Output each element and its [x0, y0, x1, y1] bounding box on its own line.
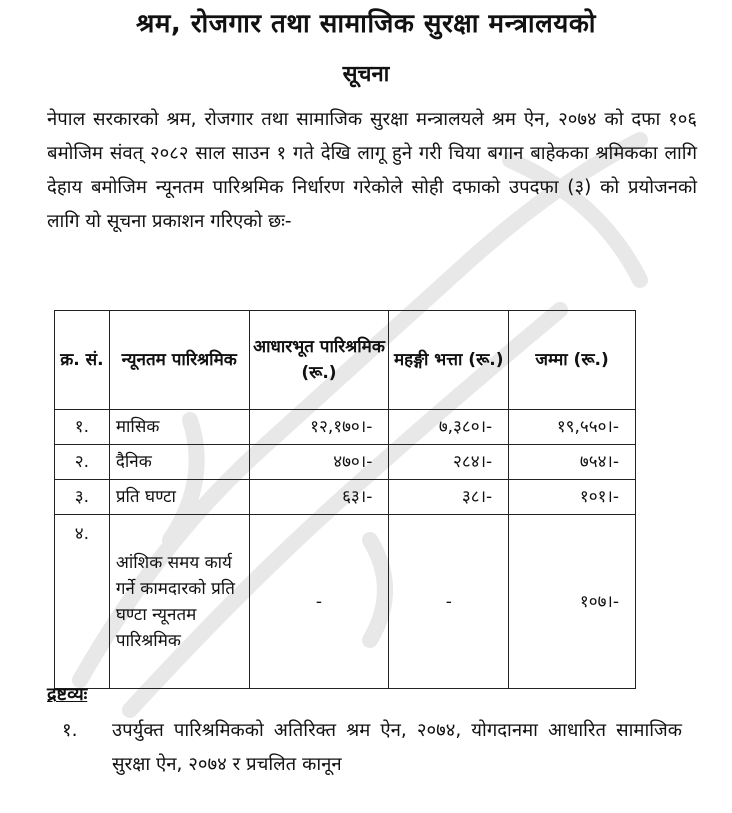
col-header-total: जम्मा (रू.)	[509, 311, 636, 410]
row-dearness-allowance: ३८।-	[389, 480, 509, 515]
row-serial: १.	[55, 410, 110, 445]
table-row	[55, 480, 636, 515]
ministry-title: श्रम, रोजगार तथा सामाजिक सुरक्षा मन्त्रालयको	[135, 9, 597, 39]
notes-heading: द्रष्टव्यः	[47, 684, 88, 705]
col-header-wage-type: न्यूनतम पारिश्रमिक	[109, 311, 249, 410]
col-header-dearness-allowance: महङ्गी भत्ता (रू.)	[389, 311, 509, 410]
intro-paragraph: नेपाल सरकारको श्रम, रोजगार तथा सामाजिक सुरक्षा मन्त्रालयले श्रम ऐन, २०७४ को दफा १०६ बमोजिम संवत् २०८२ साल साउन १ गते देखि लागू हुने गरी चिया बगान बाहेकका श्रमिकका लागि देहाय बमोजिम न्यूनतम पारिश्रमिक निर्धारण गरेकोले सोही दफाको उपदफा (३) को प्रयोजनको लागि यो सूचना प्रकाशन गरिएको छः-	[47, 109, 697, 232]
row-wage-type: प्रति घण्टा	[109, 480, 249, 515]
row-wage-type: दैनिक	[109, 445, 249, 480]
row-total: १०१।-	[509, 480, 636, 515]
row-basic-wage: ६३।-	[249, 480, 389, 515]
note-number: १.	[62, 720, 78, 741]
table-row	[55, 445, 636, 480]
row-serial: ३.	[55, 480, 110, 515]
table-row	[55, 410, 636, 445]
row-serial: २.	[55, 445, 110, 480]
note-text: उपर्युक्त पारिश्रमिकको अतिरिक्त श्रम ऐन, २०७४, योगदानमा आधारित सामाजिक सुरक्षा ऐन, २०७४ र प्रचलित कानून	[112, 720, 682, 775]
col-header-serial: क्र. सं.	[55, 311, 110, 410]
table-row	[55, 515, 636, 689]
table-header-row	[55, 311, 636, 410]
row-basic-wage: १२,१७०।-	[249, 410, 389, 445]
row-basic-wage: ४७०।-	[249, 445, 389, 480]
row-dearness-allowance: -	[389, 515, 509, 689]
row-serial: ४.	[55, 515, 110, 689]
row-basic-wage: -	[249, 515, 389, 689]
row-total: १९,५५०।-	[509, 410, 636, 445]
col-header-basic-wage: आधारभूत पारिश्रमिक (रू.)	[249, 311, 389, 410]
row-total: १०७।-	[509, 515, 636, 689]
minimum-wage-table	[54, 310, 636, 689]
row-wage-type: मासिक	[109, 410, 249, 445]
row-wage-type: आंशिक समय कार्य गर्ने कामदारको प्रति घण्टा न्यूनतम पारिश्रमिक	[109, 515, 249, 689]
row-total: ७५४।-	[509, 445, 636, 480]
row-dearness-allowance: ७,३८०।-	[389, 410, 509, 445]
notice-title: सूचना	[342, 62, 390, 87]
row-dearness-allowance: २८४।-	[389, 445, 509, 480]
